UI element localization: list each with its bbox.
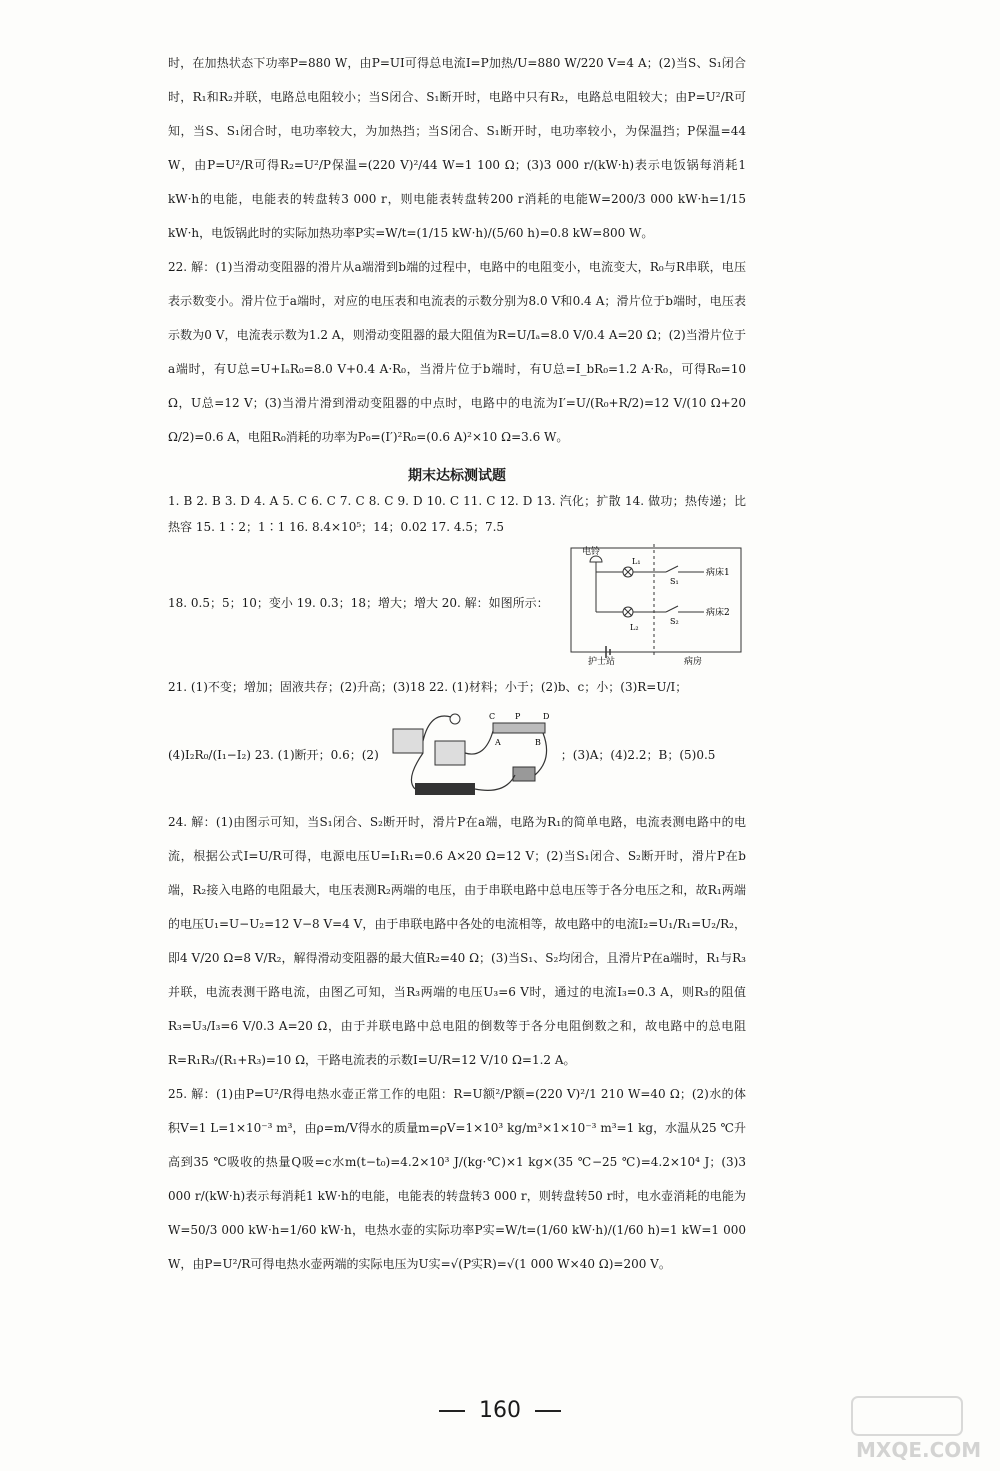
section-title: 期末达标测试题 [408, 468, 506, 484]
answers-line-3: 21. (1)不变；增加；固液共存；(2)升高；(3)18 22. (1)材料；小于；(2)b、c；小；(3)R=U/I； [168, 680, 688, 694]
answer-paragraph-22: 22. 解：(1)当滑动变阻器的滑片从a端滑到b端的过程中，电路中的电阻变小，电流变大，R₀与R串联，电压表示数变小。滑片位于a端时，对应的电压表和电流表的示数分别为8.0 V和0.4 A；滑片位于b端时，电压表示数为0 V，电流表示数为1.2 A，则滑动变阻器的最大阻值为R=U/Iₐ=8.0 V/0.4 A=20 Ω；(2)当滑片位于a端时，有U总=U+IₐR₀=8.0 V+0.4 A·R₀，当滑片位于b端时，有U总=I_bR₀=1.2 A·R₀，可得R₀=10 Ω，U总=12 V；(3)当滑片滑到滑动变阻器的中点时，电路中的电流为I′=U/(R₀+R/2)=12 V/(10 Ω+20 Ω/2)=0.6 A，电阻R₀消耗的功率为P₀=(I′)²R₀=(0.6 A)²×10 Ω=3.6 W。 [168, 260, 746, 444]
switch-s1-icon [666, 566, 678, 572]
ammeter-icon [393, 729, 423, 753]
answers-row-circuit [168, 540, 746, 665]
switch-icon [513, 767, 535, 781]
voltmeter-icon [435, 741, 465, 765]
rheostat-d-label: D [542, 712, 550, 721]
nurse-station-label: 护士站 [588, 657, 616, 665]
rheostat-p-label: P [514, 712, 521, 721]
switch-s1-label: S₁ [670, 577, 679, 586]
battery-pack-icon [415, 783, 475, 795]
bed1-label: 病床1 [706, 568, 730, 578]
rheostat-b-label: B [534, 738, 541, 747]
answers-line-4-right: ；(3)A；(4)2.2；B；(5)0.5 [560, 747, 716, 762]
switch-s2-icon [666, 606, 678, 612]
ward-label: 病房 [684, 657, 703, 665]
watermark-text: MXQE.COM [856, 1438, 982, 1462]
answer-page [168, 46, 746, 1281]
lamp-icon [450, 714, 460, 724]
watermark [822, 1395, 992, 1465]
bed2-label: 病床2 [706, 608, 730, 618]
rheostat-icon [493, 723, 545, 733]
answers-row-apparatus [168, 709, 746, 799]
switch-s2-label: S₂ [670, 617, 679, 626]
answers-line-2: 18. 0.5；5；10；变小 19. 0.3；18；增大；增大 20. 解：如图所示： [168, 595, 549, 610]
rheostat-a-label: A [494, 738, 501, 747]
answer-paragraph-24: 24. 解：(1)由图示可知，当S₁闭合、S₂断开时，滑片P在a端，电路为R₁的简单电路，电流表测电路中的电流，根据公式I=U/R可得，电源电压U=I₁R₁=0.6 A×20 Ω=12 V；(2)当S₁闭合、S₂断开时，滑片P在b端，R₂接入电路的电阻最大，电压表测R₂两端的电压，由于串联电路中总电压等于各分电压之和，故R₁两端的电压U₁=U−U₂=12 V−8 V=4 V，由于串联电路中各处的电流相等，故电路中的电流I₂=U₁/R₁=U₂/R₂，即4 V/20 Ω=8 V/R₂，解得滑动变阻器的最大值R₂=40 Ω；(3)当S₁、S₂均闭合，且滑片P在a端时，R₁与R₃并联，电流表测干路电流，由图乙可知，当R₃两端的电压U₃=6 V时，通过的电流I₃=0.3 A，则R₃的阻值R₃=U₃/I₃=6 V/0.3 A=20 Ω，由于并联电路中总电阻的倒数等于各分电阻倒数之和，故电路中的总电阻R=R₁R₃/(R₁+R₃)=10 Ω，干路电流表的示数I=U/R=12 V/10 Ω=1.2 A。 [168, 815, 746, 1067]
rheostat-c-label: C [488, 712, 495, 721]
lamp-l2-label: L₂ [630, 623, 639, 632]
answers-line-4-left: (4)I₂R₀/(I₁−I₂) 23. (1)断开；0.6；(2) [168, 747, 379, 762]
answers-line-1: 1. B 2. B 3. D 4. A 5. C 6. C 7. C 8. C 9. D 10. C 11. C 12. D 13. 汽化；扩散 14. 做功；热传递；比热容 15. 1∶2；1∶1 16. 8.4×10⁵；14；0.02 17. 4.5；7.5 [168, 494, 746, 534]
bell-label: 电铃 [582, 547, 601, 557]
answer-paragraph-21-cont: 时，在加热状态下功率P=880 W，由P=UI可得总电流I=P加热/U=880 W/220 V=4 A；(2)当S、S₁闭合时，R₁和R₂并联，电路总电阻较小；当S闭合、S₁断开时，电路中只有R₂，电路总电阻较大；由P=U²/R可知，当S、S₁闭合时，电功率较大，为加热挡；当S闭合、S₁断开时，电功率较小，为保温挡；P保温=44 W，由P=U²/R可得R₂=U²/P保温=(220 V)²/44 W=1 100 Ω；(3)3 000 r/(kW·h)表示电饭锅每消耗1 kW·h的电能，电能表的转盘转3 000 r，则电能表转盘转200 r消耗的电能W=200/3 000 kW·h=1/15 kW·h，电饭锅此时的实际加热功率P实=W/t=(1/15 kW·h)/(5/60 h)=0.8 kW=800 W。 [168, 56, 746, 240]
answer-paragraph-25: 25. 解：(1)由P=U²/R得电热水壶正常工作的电阻：R=U额²/P额=(220 V)²/1 210 W=40 Ω；(2)水的体积V=1 L=1×10⁻³ m³，由ρ=m/V得水的质量m=ρV=1×10³ kg/m³×1×10⁻³ m³=1 kg，水温从25 ℃升高到35 ℃吸收的热量Q吸=c水m(t−t₀)=4.2×10³ J/(kg·℃)×1 kg×(35 ℃−25 ℃)=4.2×10⁴ J；(3)3 000 r/(kW·h)表示每消耗1 kW·h的电能，电能表的转盘转3 000 r，则转盘转50 r时，电水壶消耗的电能为W=50/3 000 kW·h=1/60 kW·h，电热水壶的实际功率P实=W/t=(1/60 kW·h)/(1/60 h)=1 kW=1 000 W，由P=U²/R可得电热水壶两端的实际电压为U实=√(P实R)=√(1 000 W×40 Ω)=200 V。 [168, 1087, 746, 1271]
watermark-logo-icon [852, 1397, 962, 1435]
footer-dash-left [439, 1410, 465, 1412]
footer-dash-right [535, 1410, 561, 1412]
experiment-apparatus [385, 709, 555, 799]
page-number: 160 [479, 1398, 521, 1423]
circuit-diagram [566, 540, 746, 665]
lamp-l1-label: L₁ [632, 557, 641, 566]
